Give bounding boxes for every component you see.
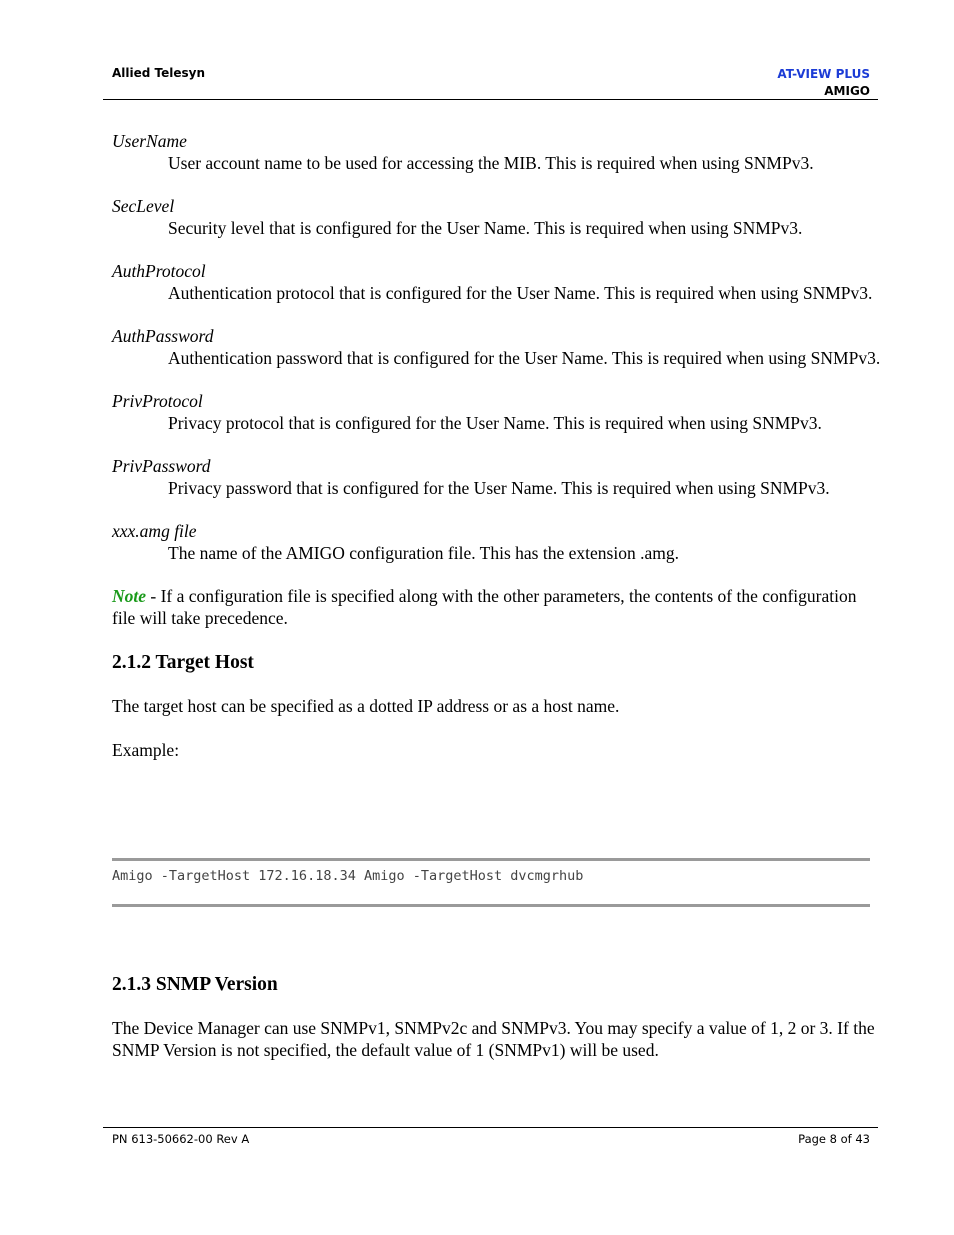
code-example-box [112, 858, 870, 907]
target-host-body: The target host can be specified as a dotted IP address or as a host name. [112, 696, 620, 716]
page-content [112, 130, 882, 761]
param-item [112, 260, 882, 304]
param-definition: Privacy password that is configured for the User Name. This is required when using SNMPv3. [168, 478, 830, 498]
note-text: - If a configuration file is specified along with the other parameters, the contents of the configuration file will take precedence. [112, 586, 857, 628]
footer-page-number: Page 8 of 43 [798, 1132, 870, 1146]
param-term: xxx.amg file [112, 521, 197, 541]
param-term: SecLevel [112, 196, 175, 216]
param-list [112, 130, 882, 564]
param-term: PrivProtocol [112, 391, 203, 411]
param-definition: Security level that is configured for the User Name. This is required when using SNMPv3. [168, 218, 803, 238]
param-definition: Authentication password that is configured for the User Name. This is required when using SNMPv3. [168, 348, 881, 368]
note-paragraph [112, 585, 882, 629]
footer-rule [103, 1127, 878, 1128]
param-term: AuthProtocol [112, 261, 206, 281]
param-term: AuthPassword [112, 326, 214, 346]
example-label: Example: [112, 740, 180, 760]
param-term: UserName [112, 131, 187, 151]
param-definition: The name of the AMIGO configuration file. This has the extension .amg. [168, 543, 679, 563]
header-company: Allied Telesyn [112, 66, 206, 80]
param-term: PrivPassword [112, 456, 211, 476]
header-product-block [777, 66, 870, 100]
note-label: Note [112, 586, 147, 606]
param-item [112, 455, 882, 499]
param-item [112, 520, 882, 564]
snmp-version-body: The Device Manager can use SNMPv1, SNMPv2c and SNMPv3. You may specify a value of 1, 2 or 3. If the SNMP Version is not specified, the default value of 1 (SNMPv1) will be used. [112, 1018, 875, 1060]
snmp-section [112, 973, 882, 1061]
param-item [112, 325, 882, 369]
header-product: AT-VIEW PLUS [777, 67, 870, 81]
param-item [112, 195, 882, 239]
param-definition: Authentication protocol that is configured for the User Name. This is required when using SNMPv3. [168, 283, 873, 303]
header-rule [103, 99, 878, 100]
param-item [112, 390, 882, 434]
footer-part-number: PN 613-50662-00 Rev A [112, 1132, 250, 1146]
section-heading-snmp-version: 2.1.3 SNMP Version [112, 974, 278, 995]
header-module: AMIGO [824, 84, 870, 98]
code-example: Amigo -TargetHost 172.16.18.34 Amigo -TargetHost dvcmgrhub [112, 868, 584, 884]
param-item [112, 130, 882, 174]
param-definition: Privacy protocol that is configured for the User Name. This is required when using SNMPv3. [168, 413, 822, 433]
param-definition: User account name to be used for accessing the MIB. This is required when using SNMPv3. [168, 153, 814, 173]
section-heading-target-host: 2.1.2 Target Host [112, 652, 254, 673]
